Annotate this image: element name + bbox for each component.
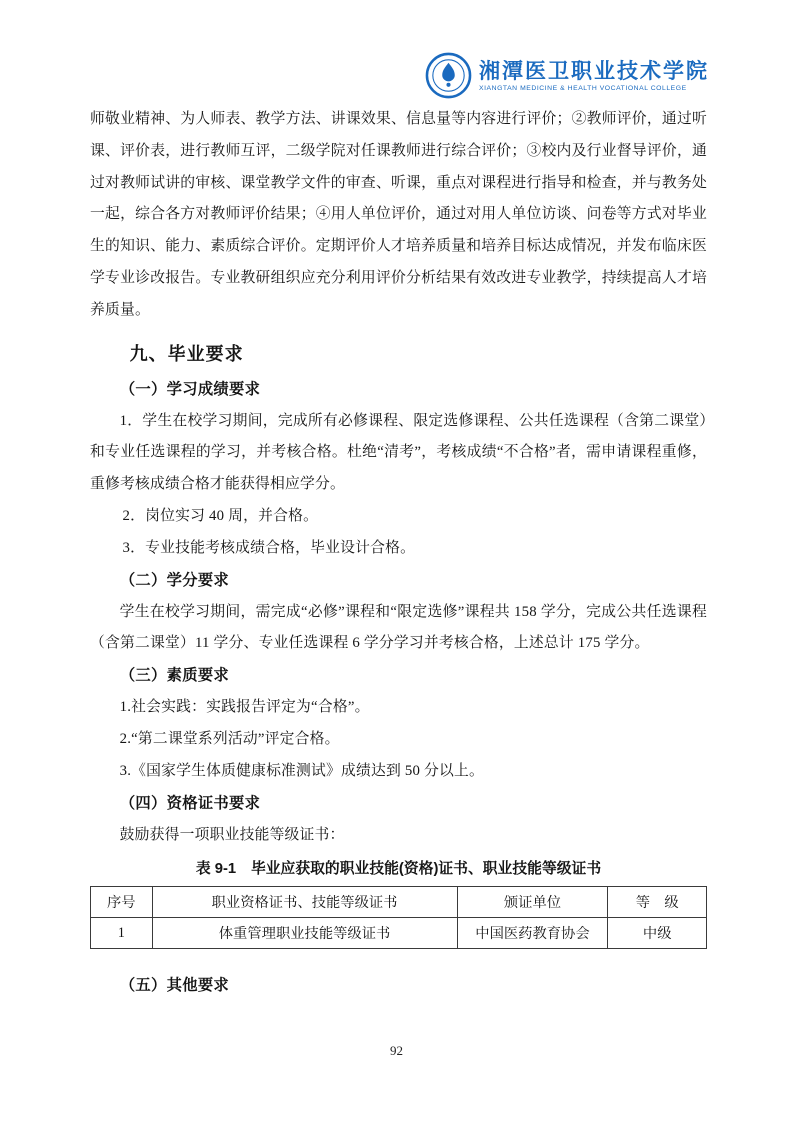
table-header-certificate: 职业资格证书、技能等级证书	[152, 887, 457, 918]
college-name-block	[479, 59, 709, 93]
grade-requirement-item-1: 1．学生在校学习期间，完成所有必修课程、限定选修课程、公共任选课程（含第二课堂）和专业任选课程的学习，并考核合格。杜绝“清考”，考核成绩“不合格”者，需申请课程重修，重修考核成绩合格才能获得相应学分。	[90, 412, 707, 493]
quality-requirement-item-2: 2.“第二课堂系列活动”评定合格。	[119, 730, 340, 747]
college-header	[425, 52, 709, 99]
table-header-row	[91, 887, 707, 918]
table-header-no: 序号	[91, 887, 153, 918]
page-number: 92	[390, 1043, 403, 1058]
certificate-lead-paragraph: 鼓励获得一项职业技能等级证书：	[119, 826, 345, 843]
grade-requirement-item-3: 3．专业技能考核成绩合格，毕业设计合格。	[122, 539, 416, 556]
subsection-1-title: （一）学习成绩要求	[119, 380, 261, 398]
credit-requirement-paragraph: 学生在校学习期间，需完成“必修”课程和“限定选修”课程共 158 学分，完成公共任选课程（含第二课堂）11 学分、专业任选课程 6 学分学习并考核合格，上述总计 175 学分。	[90, 603, 707, 652]
page-footer	[0, 1042, 793, 1060]
continued-paragraph: 师敬业精神、为人师表、教学方法、讲课效果、信息量等内容进行评价；②教师评价，通过听课、评价表，进行教师互评，二级学院对任课教师进行综合评价；③校内及行业督导评价，通过对教师试讲的审核、课堂教学文件的审查、听课，重点对课程进行指导和检查，并与教务处一起，综合各方对教师评价结果；④用人单位评价，通过对用人单位访谈、问卷等方式对毕业生的知识、能力、素质综合评价。定期评价人才培养质量和培养目标达成情况，并发布临床医学专业诊改报告。专业教研组织应充分利用评价分析结果有效改进专业教学，持续提高人才培养质量。	[90, 111, 707, 318]
cell-certificate: 体重管理职业技能等级证书	[152, 918, 457, 949]
subsection-4-title: （四）资格证书要求	[119, 794, 261, 812]
cell-issuer: 中国医药教育协会	[457, 918, 608, 949]
quality-requirement-item-1: 1.社会实践：实践报告评定为“合格”。	[119, 699, 370, 716]
table-9-1-title: 表 9-1 毕业应获取的职业技能(资格)证书、职业技能等级证书	[195, 861, 602, 878]
table-header-level: 等 级	[608, 887, 707, 918]
table-header-issuer: 颁证单位	[457, 887, 608, 918]
cell-level: 中级	[608, 918, 707, 949]
table-row	[91, 918, 707, 949]
cell-no: 1	[91, 918, 153, 949]
college-name-en: XIANGTAN MEDICINE & HEALTH VOCATIONAL COLLEGE	[479, 84, 687, 92]
subsection-3-title: （三）素质要求	[119, 667, 230, 685]
subsection-2-title: （二）学分要求	[119, 571, 230, 589]
subsection-5-title: （五）其他要求	[119, 977, 230, 995]
quality-requirement-item-3: 3.《国家学生体质健康标准测试》成绩达到 50 分以上。	[119, 762, 485, 779]
section-9-title: 九、毕业要求	[129, 343, 244, 364]
college-name-cn: 湘潭医卫职业技术学院	[479, 57, 709, 83]
certificate-table	[90, 886, 707, 949]
grade-requirement-item-2: 2．岗位实习 40 周，并合格。	[122, 507, 319, 524]
document-content	[90, 104, 707, 1002]
college-logo-icon	[425, 52, 472, 99]
